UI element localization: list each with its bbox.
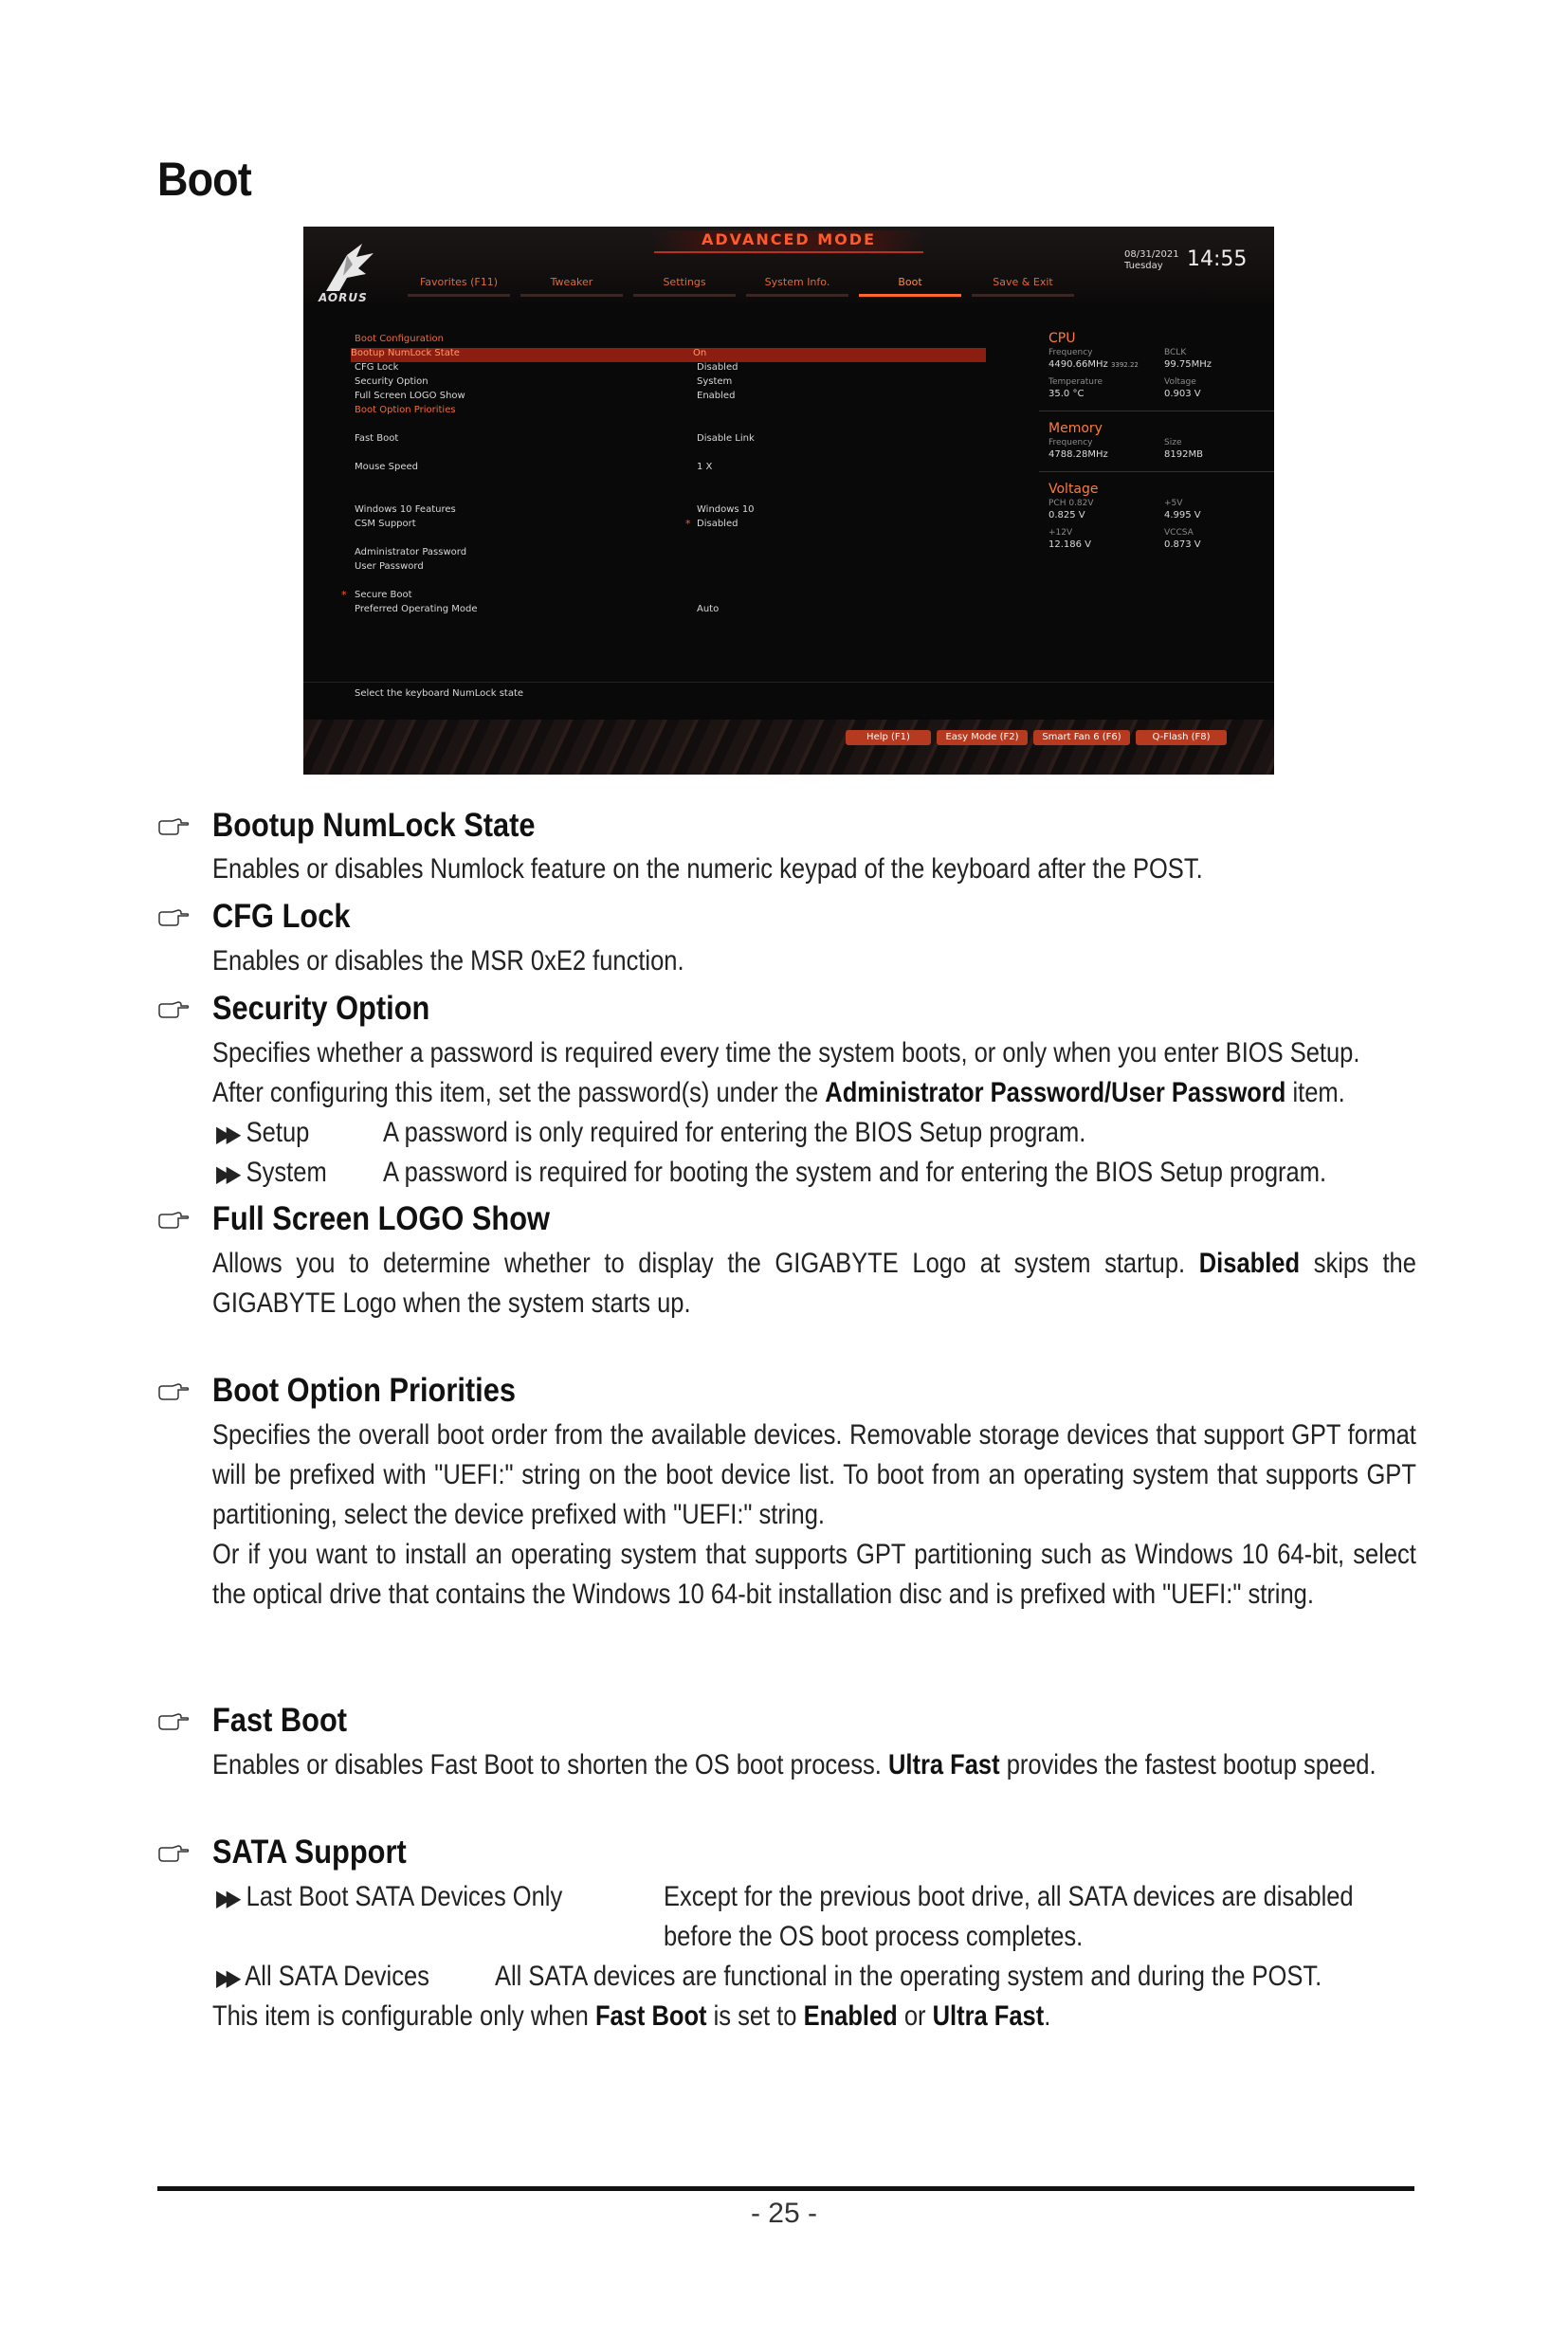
bios-setting-value: Windows 10 [697,504,755,515]
text-fragment: item. [1285,1077,1345,1108]
text-fragment: This item is configurable only when [212,2000,595,2032]
heading-cfg-lock: CFG Lock [212,898,351,935]
bios-setting-label: Full Screen LOGO Show [355,391,465,401]
hardware-monitor-panel [1048,331,1274,556]
bios-setting-row[interactable] [355,547,990,561]
bios-day-value: Tuesday [1124,261,1163,271]
memory-heading: Memory [1048,421,1103,436]
text-full-screen-logo [212,1244,1416,1324]
bios-setting-row[interactable] [355,504,990,519]
bios-function-buttons [846,730,1232,745]
bios-setting-row [355,419,990,433]
heading-sata-support: SATA Support [212,1834,407,1871]
bios-setting-label: CSM Support [355,519,416,529]
bold-fragment: Ultra Fast [887,1749,1000,1780]
5v-label: +5V [1164,499,1183,508]
text-fragment: Allows you to determine whether to display the GIGABYTE Logo at system startup. [212,1248,1199,1279]
bios-setting-row[interactable] [355,462,990,476]
bios-mode-title: ADVANCED MODE [654,230,923,253]
heading-fast-boot: Fast Boot [212,1702,348,1739]
double-arrow-icon: ▶▶ [216,1965,237,1991]
bios-setting-value: On [693,348,707,358]
text-priorities-2: Or if you want to install an operating system that supports GPT partitioning such as Windows 10 64-bit, select the optical drive that contains the Windows 10 64-bit installation disc and is prefixed with "UEFI:" string. [212,1539,1416,1610]
heading-boot-option-priorities: Boot Option Priorities [212,1372,516,1409]
text-fragment: provides the fastest bootup speed. [999,1749,1377,1780]
option-last-boot-sata-desc-1: Except for the previous boot drive, all SATA devices are disabled [664,1881,1354,1912]
bios-setting-row[interactable] [355,405,990,419]
bios-setting-value: Disabled [697,362,738,373]
tab-favorites[interactable]: Favorites (F11) [408,276,510,297]
bios-date-value: 08/31/2021 [1124,249,1179,260]
bios-setting-label: Boot Configuration [355,334,445,344]
bios-setting-row [355,447,990,462]
option-system-desc: A password is required for booting the system and for entering the BIOS Setup program. [383,1157,1327,1188]
heading-full-screen-logo: Full Screen LOGO Show [212,1200,550,1237]
tab-system-info[interactable]: System Info. [746,276,848,297]
option-name: Setup [246,1117,310,1148]
option-last-boot-sata-desc-2: before the OS boot process completes. [664,1921,1084,1952]
cpu-voltage-label: Voltage [1164,377,1196,387]
bios-setting-row[interactable] [355,391,990,405]
memory-frequency-label: Frequency [1048,438,1093,447]
memory-frequency-value: 4788.28MHz [1048,449,1108,460]
bios-setting-row [355,476,990,490]
bold-fragment: Enabled [803,2000,898,2032]
option-setup-desc: A password is only required for entering the BIOS Setup program. [383,1117,1086,1148]
bios-setting-row [355,575,990,590]
memory-size-label: Size [1164,438,1182,447]
double-arrow-icon: ▶▶ [216,1122,237,1147]
cpu-frequency: 4490.66MHz [1048,359,1108,370]
bios-setting-label: Administrator Password [355,547,467,557]
text-fast-boot [212,1745,1416,1785]
bios-setting-label: Boot Option Priorities [355,405,456,415]
bios-setting-value: Enabled [697,391,736,401]
pointing-hand-icon [157,1001,190,1020]
text-cfg-lock: Enables or disables the MSR 0xE2 function. [212,945,684,977]
pointing-hand-icon [157,1845,190,1864]
side-divider [1039,471,1274,472]
bios-setting-value: Disable Link [697,433,755,444]
bios-bottom-decoration [303,720,1274,775]
page-number: - 25 - [750,2198,818,2229]
pch-voltage-value: 0.825 V [1048,510,1085,520]
pch-voltage-label: PCH 0.82V [1048,499,1094,508]
bios-setting-label: Bootup NumLock State [351,348,460,358]
heading-security-option: Security Option [212,990,430,1027]
bios-setting-row[interactable] [341,589,990,604]
bios-setting-label: Preferred Operating Mode [355,604,478,614]
bios-setting-row [355,533,990,547]
tab-save-exit[interactable]: Save & Exit [972,276,1074,297]
aorus-logo-text: AORUS [319,291,368,304]
cpu-bclk-value: 99.75MHz [1164,359,1212,370]
bios-setting-row[interactable] [355,334,990,348]
bios-setting-row[interactable] [355,561,990,575]
cpu-frequency-value [1048,359,1164,370]
5v-value: 4.995 V [1164,510,1201,520]
boot-settings-list [341,334,990,618]
memory-size-value: 8192MB [1164,449,1203,460]
option-all-sata-desc: All SATA devices are functional in the operating system and during the POST. [495,1961,1322,1992]
bios-setting-label: Mouse Speed [355,462,418,472]
vccsa-label: VCCSA [1164,528,1194,538]
tab-boot[interactable]: Boot [859,276,961,297]
bios-setting-row[interactable] [355,362,990,376]
help-divider [303,682,1274,683]
bios-setting-label: CFG Lock [355,362,399,373]
bold-fragment: Administrator Password/User Password [825,1077,1286,1108]
option-system [216,1153,327,1195]
bios-setting-value: Auto [697,604,720,614]
tab-settings[interactable]: Settings [633,276,736,297]
cpu-heading: CPU [1048,331,1076,346]
bios-setting-row[interactable] [355,604,990,618]
easy-mode-button[interactable]: Easy Mode (F2) [937,730,1028,745]
pointing-hand-icon [157,818,190,837]
pointing-hand-icon [157,1713,190,1732]
bold-fragment: Ultra Fast [932,2000,1045,2032]
bios-tab-bar [408,276,1085,297]
option-name: All SATA Devices [245,1961,429,1992]
bios-setting-value: Disabled [697,519,738,529]
option-last-boot-sata [216,1877,562,1919]
page-title: Boot [157,153,251,206]
asterisk-icon: * [685,518,691,530]
option-name: Last Boot SATA Devices Only [246,1881,563,1912]
option-all-sata [216,1957,429,1999]
text-fragment: or [897,2000,933,2032]
cpu-bclk-label: BCLK [1164,348,1187,357]
vccsa-value: 0.873 V [1164,539,1201,550]
cpu-frequency-label: Frequency [1048,348,1093,357]
bios-setting-row[interactable] [355,519,990,533]
cpu-frequency-extra: 3392.22 [1110,361,1139,369]
pointing-hand-icon [157,1212,190,1231]
bios-setting-row[interactable] [355,376,990,391]
bios-setting-value: 1 X [697,462,713,472]
bios-setting-row[interactable] [355,433,990,447]
voltage-heading: Voltage [1048,482,1099,497]
text-security-2 [212,1073,1416,1113]
asterisk-icon: * [341,589,347,601]
text-fragment: is set to [706,2000,804,2032]
text-fragment: skips the GIGABYTE Logo when the system starts up. [212,1248,1416,1319]
smart-fan-button[interactable]: Smart Fan 6 (F6) [1033,730,1130,745]
text-priorities-1: Specifies the overall boot order from the available devices. Removable storage devices that support GPT format will be prefixed with "UEFI:" string on the boot device list. To boot from an operating system that supports GPT partitioning, select the device prefixed with "UEFI:" string. [212,1419,1416,1530]
12v-label: +12V [1048,528,1073,538]
bold-fragment: Fast Boot [594,2000,707,2032]
text-fragment: After configuring this item, set the password(s) under the [212,1077,826,1108]
bios-setting-label: Secure Boot [355,590,412,600]
bios-help-text: Select the keyboard NumLock state [355,688,524,699]
bios-setting-label: Windows 10 Features [355,504,456,515]
text-bootup-numlock: Enables or disables Numlock feature on the numeric keypad of the keyboard after the POST. [212,853,1203,885]
text-security-1: Specifies whether a password is required every time the system boots, or only when you enter BIOS Setup. [212,1037,1360,1068]
cpu-temp-label: Temperature [1048,377,1103,387]
bios-screenshot [303,227,1274,775]
text-fragment: . [1044,2000,1051,2032]
bios-setting-label: Fast Boot [355,433,399,444]
option-name: System [246,1157,327,1188]
text-fragment: Enables or disables Fast Boot to shorten the OS boot process. [212,1749,888,1780]
double-arrow-icon: ▶▶ [216,1161,237,1187]
bios-setting-label: User Password [355,561,424,572]
12v-value: 12.186 V [1048,539,1092,550]
bold-fragment: Disabled [1198,1248,1301,1279]
text-sata-note [212,1997,1416,2036]
bios-setting-row[interactable] [351,348,986,362]
cpu-temp-value: 35.0 °C [1048,389,1085,399]
footer-rule [157,2186,1414,2191]
bios-clock: 14:55 [1187,247,1248,271]
bios-setting-label: Security Option [355,376,428,387]
heading-bootup-numlock: Bootup NumLock State [212,807,536,844]
option-setup [216,1113,309,1155]
double-arrow-icon: ▶▶ [216,1886,237,1911]
help-button[interactable]: Help (F1) [846,730,931,745]
bios-date [1124,249,1179,272]
tab-tweaker[interactable]: Tweaker [520,276,623,297]
bios-setting-row [355,490,990,504]
bios-setting-value: System [697,376,733,387]
q-flash-button[interactable]: Q-Flash (F8) [1136,730,1227,745]
cpu-voltage-value: 0.903 V [1164,389,1201,399]
pointing-hand-icon [157,1383,190,1402]
pointing-hand-icon [157,909,190,928]
